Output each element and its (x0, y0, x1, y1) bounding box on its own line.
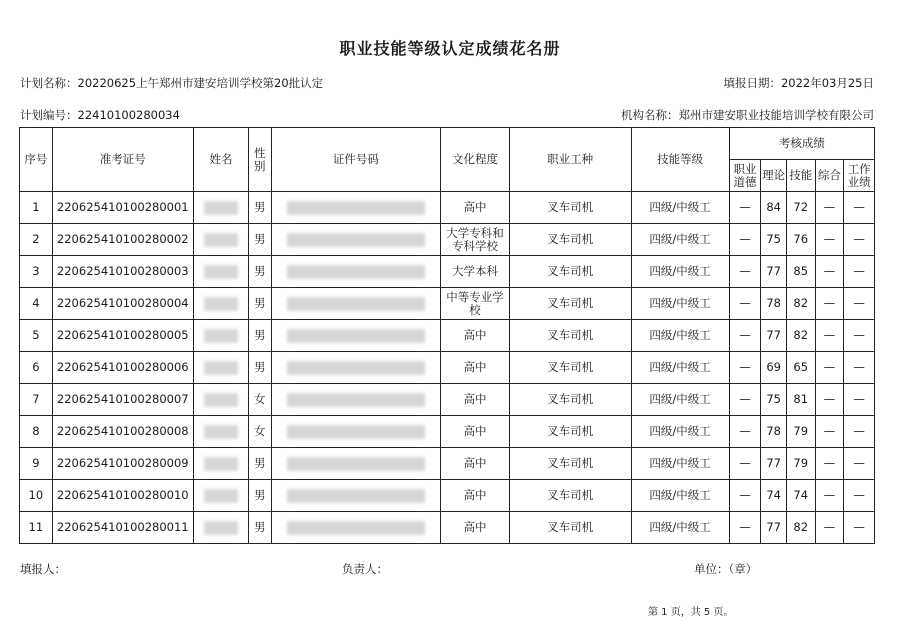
cell-level: 四级/中级工 (631, 448, 729, 480)
header-exam-no: 准考证号 (52, 128, 193, 192)
cell-name-redacted (193, 480, 248, 512)
cell-education: 大学专科和专科学校 (441, 224, 510, 256)
cell-exam-no: 220625410100280011 (52, 512, 193, 544)
plan-no-label: 计划编号： (20, 108, 78, 122)
cell-level: 四级/中级工 (631, 192, 729, 224)
table-body (20, 192, 875, 544)
filler-label: 填报人： (20, 562, 66, 576)
redacted-id (287, 201, 425, 215)
cell-level: 四级/中级工 (631, 320, 729, 352)
cell-id-redacted (271, 256, 441, 288)
cell-seq: 6 (20, 352, 53, 384)
cell-ethics: — (729, 256, 761, 288)
header-education: 文化程度 (441, 128, 510, 192)
redacted-id (287, 265, 425, 279)
manager-label: 负责人： (342, 562, 388, 576)
header-gender: 性别 (249, 128, 271, 192)
cell-seq: 3 (20, 256, 53, 288)
header-occupation: 职业工种 (509, 128, 631, 192)
cell-id-redacted (271, 384, 441, 416)
cell-seq: 2 (20, 224, 53, 256)
cell-overall: — (815, 512, 844, 544)
table-row (20, 192, 875, 224)
cell-name-redacted (193, 416, 248, 448)
table-row (20, 288, 875, 320)
redacted-id (287, 457, 425, 471)
cell-seq: 7 (20, 384, 53, 416)
redacted-id (287, 425, 425, 439)
cell-education: 高中 (441, 480, 510, 512)
cell-theory: 77 (761, 320, 787, 352)
cell-education: 高中 (441, 512, 510, 544)
redacted-name (204, 297, 238, 311)
header-scores: 考核成绩 (729, 128, 874, 160)
cell-seq: 8 (20, 416, 53, 448)
cell-theory: 77 (761, 256, 787, 288)
cell-gender: 女 (249, 384, 271, 416)
cell-seq: 10 (20, 480, 53, 512)
cell-performance: — (844, 512, 875, 544)
cell-skill: 65 (786, 352, 815, 384)
cell-gender: 男 (249, 192, 271, 224)
cell-skill: 74 (786, 480, 815, 512)
cell-occupation: 叉车司机 (509, 416, 631, 448)
cell-performance: — (844, 416, 875, 448)
cell-id-redacted (271, 480, 441, 512)
cell-name-redacted (193, 384, 248, 416)
cell-overall: — (815, 480, 844, 512)
cell-id-redacted (271, 352, 441, 384)
cell-education: 高中 (441, 352, 510, 384)
cell-id-redacted (271, 288, 441, 320)
cell-occupation: 叉车司机 (509, 256, 631, 288)
report-date-label: 填报日期： (723, 76, 781, 90)
cell-ethics: — (729, 416, 761, 448)
cell-overall: — (815, 256, 844, 288)
cell-theory: 74 (761, 480, 787, 512)
cell-skill: 79 (786, 448, 815, 480)
cell-education: 大学本科 (441, 256, 510, 288)
cell-education: 高中 (441, 416, 510, 448)
cell-skill: 82 (786, 512, 815, 544)
cell-exam-no: 220625410100280010 (52, 480, 193, 512)
redacted-id (287, 233, 425, 247)
cell-exam-no: 220625410100280006 (52, 352, 193, 384)
redacted-name (204, 201, 238, 215)
cell-level: 四级/中级工 (631, 224, 729, 256)
redacted-id (287, 489, 425, 503)
redacted-name (204, 521, 238, 535)
cell-theory: 77 (761, 512, 787, 544)
cell-seq: 11 (20, 512, 53, 544)
cell-name-redacted (193, 512, 248, 544)
cell-id-redacted (271, 192, 441, 224)
unit-stamp-label: 单位：（章） (694, 562, 758, 576)
cell-gender: 男 (249, 224, 271, 256)
plan-name-label: 计划名称： (20, 76, 78, 90)
cell-overall: — (815, 192, 844, 224)
table-row (20, 320, 875, 352)
cell-skill: 76 (786, 224, 815, 256)
cell-overall: — (815, 448, 844, 480)
score-roster-table (19, 127, 875, 544)
cell-seq: 9 (20, 448, 53, 480)
redacted-id (287, 521, 425, 535)
cell-performance: — (844, 288, 875, 320)
cell-education: 高中 (441, 192, 510, 224)
cell-education: 高中 (441, 384, 510, 416)
redacted-name (204, 489, 238, 503)
redacted-id (287, 393, 425, 407)
cell-ethics: — (729, 448, 761, 480)
redacted-id (287, 329, 425, 343)
cell-occupation: 叉车司机 (509, 288, 631, 320)
cell-theory: 78 (761, 288, 787, 320)
header-theory: 理论 (761, 160, 787, 192)
table-row (20, 416, 875, 448)
cell-performance: — (844, 352, 875, 384)
cell-ethics: — (729, 288, 761, 320)
cell-occupation: 叉车司机 (509, 512, 631, 544)
cell-gender: 女 (249, 416, 271, 448)
header-overall: 综合 (815, 160, 844, 192)
cell-gender: 男 (249, 320, 271, 352)
cell-seq: 5 (20, 320, 53, 352)
cell-overall: — (815, 416, 844, 448)
cell-level: 四级/中级工 (631, 288, 729, 320)
redacted-name (204, 425, 238, 439)
document-title: 职业技能等级认定成绩花名册 (339, 39, 561, 58)
cell-overall: — (815, 224, 844, 256)
cell-skill: 82 (786, 320, 815, 352)
cell-name-redacted (193, 352, 248, 384)
cell-occupation: 叉车司机 (509, 448, 631, 480)
table-row (20, 256, 875, 288)
cell-id-redacted (271, 512, 441, 544)
table-row (20, 512, 875, 544)
cell-exam-no: 220625410100280005 (52, 320, 193, 352)
cell-theory: 75 (761, 384, 787, 416)
redacted-name (204, 361, 238, 375)
cell-ethics: — (729, 512, 761, 544)
cell-education: 高中 (441, 320, 510, 352)
cell-gender: 男 (249, 352, 271, 384)
table-row (20, 352, 875, 384)
cell-overall: — (815, 352, 844, 384)
report-date-line (723, 75, 874, 91)
redacted-name (204, 393, 238, 407)
cell-education: 高中 (441, 448, 510, 480)
org-name: 郑州市建安职业技能培训学校有限公司 (678, 108, 874, 122)
cell-performance: — (844, 320, 875, 352)
cell-id-redacted (271, 448, 441, 480)
cell-gender: 男 (249, 448, 271, 480)
cell-seq: 4 (20, 288, 53, 320)
cell-ethics: — (729, 320, 761, 352)
table-row (20, 448, 875, 480)
cell-theory: 69 (761, 352, 787, 384)
cell-performance: — (844, 448, 875, 480)
cell-name-redacted (193, 256, 248, 288)
redacted-name (204, 329, 238, 343)
page-info: 第 1 页，共 5 页。 (648, 607, 734, 618)
table-row (20, 224, 875, 256)
cell-name-redacted (193, 288, 248, 320)
cell-occupation: 叉车司机 (509, 320, 631, 352)
cell-skill: 82 (786, 288, 815, 320)
header-ethics: 职业道德 (729, 160, 761, 192)
cell-level: 四级/中级工 (631, 512, 729, 544)
org-label: 机构名称： (621, 108, 679, 122)
cell-id-redacted (271, 224, 441, 256)
header-name: 姓名 (193, 128, 248, 192)
cell-theory: 77 (761, 448, 787, 480)
header-id-no: 证件号码 (271, 128, 441, 192)
cell-overall: — (815, 320, 844, 352)
cell-level: 四级/中级工 (631, 384, 729, 416)
cell-overall: — (815, 384, 844, 416)
cell-occupation: 叉车司机 (509, 352, 631, 384)
cell-gender: 男 (249, 512, 271, 544)
cell-performance: — (844, 384, 875, 416)
cell-gender: 男 (249, 288, 271, 320)
plan-no-line (20, 107, 180, 123)
cell-exam-no: 220625410100280002 (52, 224, 193, 256)
redacted-id (287, 361, 425, 375)
cell-ethics: — (729, 480, 761, 512)
cell-occupation: 叉车司机 (509, 480, 631, 512)
cell-occupation: 叉车司机 (509, 224, 631, 256)
cell-level: 四级/中级工 (631, 256, 729, 288)
cell-performance: — (844, 224, 875, 256)
header-seq: 序号 (20, 128, 53, 192)
cell-level: 四级/中级工 (631, 352, 729, 384)
cell-performance: — (844, 192, 875, 224)
cell-exam-no: 220625410100280009 (52, 448, 193, 480)
cell-occupation: 叉车司机 (509, 384, 631, 416)
redacted-name (204, 233, 238, 247)
redacted-id (287, 297, 425, 311)
cell-seq: 1 (20, 192, 53, 224)
cell-id-redacted (271, 320, 441, 352)
redacted-name (204, 457, 238, 471)
cell-ethics: — (729, 384, 761, 416)
cell-performance: — (844, 256, 875, 288)
cell-ethics: — (729, 192, 761, 224)
cell-exam-no: 220625410100280001 (52, 192, 193, 224)
redacted-name (204, 265, 238, 279)
cell-overall: — (815, 288, 844, 320)
org-line (621, 107, 874, 123)
cell-skill: 79 (786, 416, 815, 448)
cell-exam-no: 220625410100280008 (52, 416, 193, 448)
cell-level: 四级/中级工 (631, 416, 729, 448)
cell-education: 中等专业学校 (441, 288, 510, 320)
header-performance: 工作业绩 (844, 160, 875, 192)
cell-name-redacted (193, 224, 248, 256)
cell-theory: 78 (761, 416, 787, 448)
cell-gender: 男 (249, 480, 271, 512)
table-row (20, 384, 875, 416)
cell-ethics: — (729, 352, 761, 384)
cell-skill: 72 (786, 192, 815, 224)
cell-skill: 85 (786, 256, 815, 288)
cell-theory: 75 (761, 224, 787, 256)
cell-occupation: 叉车司机 (509, 192, 631, 224)
header-level: 技能等级 (631, 128, 729, 192)
cell-level: 四级/中级工 (631, 480, 729, 512)
cell-name-redacted (193, 448, 248, 480)
cell-id-redacted (271, 416, 441, 448)
cell-ethics: — (729, 224, 761, 256)
cell-gender: 男 (249, 256, 271, 288)
cell-exam-no: 220625410100280003 (52, 256, 193, 288)
cell-exam-no: 220625410100280004 (52, 288, 193, 320)
cell-name-redacted (193, 192, 248, 224)
cell-skill: 81 (786, 384, 815, 416)
cell-exam-no: 220625410100280007 (52, 384, 193, 416)
header-skill: 技能 (786, 160, 815, 192)
cell-theory: 84 (761, 192, 787, 224)
table-row (20, 480, 875, 512)
cell-name-redacted (193, 320, 248, 352)
cell-performance: — (844, 480, 875, 512)
plan-name: 20220625上午郑州市建安培训学校第20批认定 (77, 76, 324, 90)
plan-no: 22410100280034 (77, 108, 180, 122)
report-date: 2022年03月25日 (780, 76, 874, 90)
plan-name-line (20, 75, 323, 91)
